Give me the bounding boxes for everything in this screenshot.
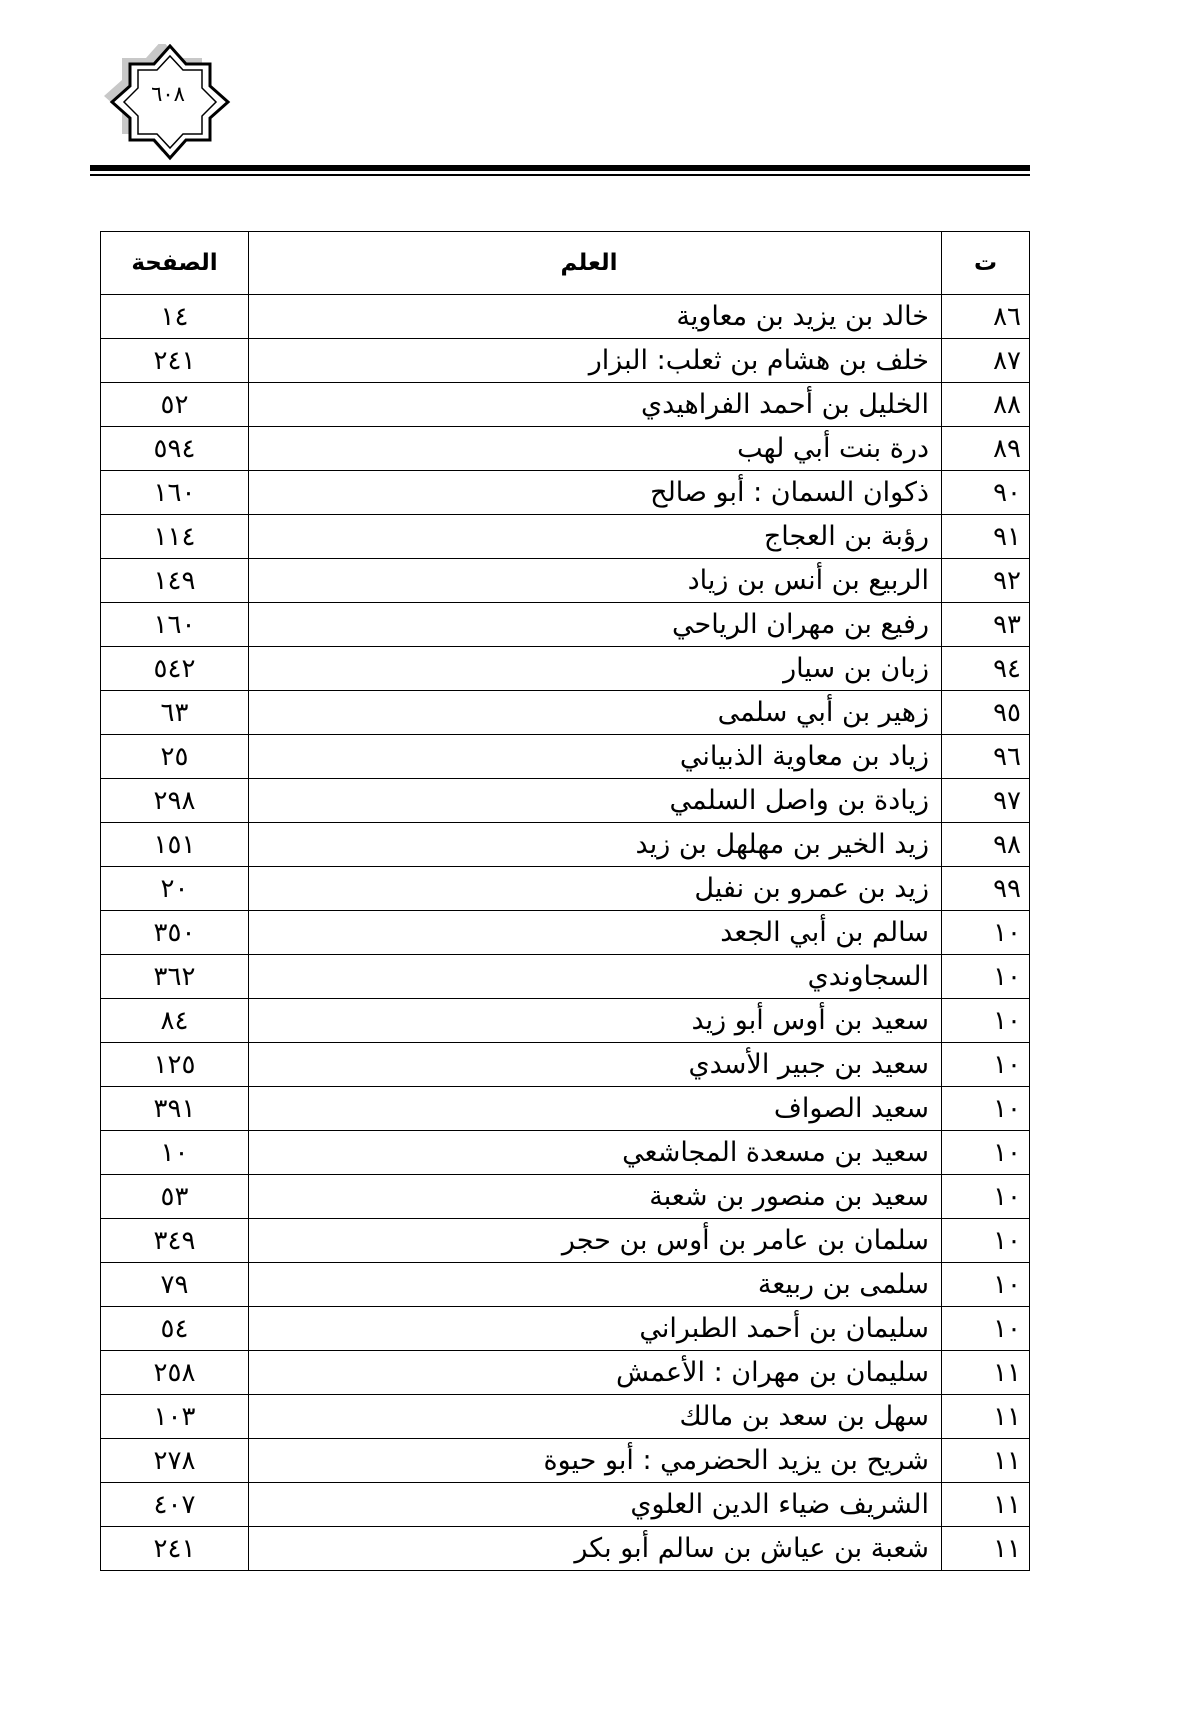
table-row [101,1307,1030,1351]
row-number: ١٠ [942,1263,1030,1307]
table-row [101,779,1030,823]
row-number: ١٠ [942,1131,1030,1175]
row-page: ٢٠ [101,867,249,911]
row-number: ٨٧ [942,339,1030,383]
row-number: ١٠ [942,911,1030,955]
row-name: درة بنت أبي لهب [249,427,942,471]
row-page: ١٤ [101,295,249,339]
table-row [101,427,1030,471]
row-name: السجاوندي [249,955,942,999]
names-index-table [100,231,1030,1571]
page-number: ٦٠٨ [151,82,185,106]
row-number: ١٠ [942,999,1030,1043]
row-name: شعبة بن عياش بن سالم أبو بكر [249,1527,942,1571]
row-name: زيد بن عمرو بن نفيل [249,867,942,911]
row-name: خلف بن هشام بن ثعلب: البزار [249,339,942,383]
row-page: ٣٤٩ [101,1219,249,1263]
row-name: الربيع بن أنس بن زياد [249,559,942,603]
page-number-badge [98,44,238,162]
table-row [101,955,1030,999]
row-page: ٢٤١ [101,339,249,383]
row-page: ٧٩ [101,1263,249,1307]
row-name: سعيد الصواف [249,1087,942,1131]
header-rule-thin [90,174,1030,176]
row-name: سعيد بن مسعدة المجاشعي [249,1131,942,1175]
row-number: ١٠ [942,1043,1030,1087]
row-number: ٩٢ [942,559,1030,603]
row-page: ١٤٩ [101,559,249,603]
row-number: ٩٠ [942,471,1030,515]
table-row [101,999,1030,1043]
row-name: سليمان بن أحمد الطبراني [249,1307,942,1351]
row-page: ٥٤ [101,1307,249,1351]
row-name: رفيع بن مهران الرياحي [249,603,942,647]
row-page: ٢٧٨ [101,1439,249,1483]
row-number: ١١ [942,1527,1030,1571]
table-row [101,911,1030,955]
row-name: الشريف ضياء الدين العلوي [249,1483,942,1527]
row-number: ٩٨ [942,823,1030,867]
row-page: ١٦٠ [101,603,249,647]
table-row [101,1527,1030,1571]
row-page: ٥٢ [101,383,249,427]
row-page: ٦٣ [101,691,249,735]
table-row [101,559,1030,603]
row-name: سهل بن سعد بن مالك [249,1395,942,1439]
row-name: سليمان بن مهران : الأعمش [249,1351,942,1395]
row-name: سعيد بن أوس أبو زيد [249,999,942,1043]
table-row [101,1395,1030,1439]
row-name: زيادة بن واصل السلمي [249,779,942,823]
row-page: ٥٣ [101,1175,249,1219]
row-page: ٣٥٠ [101,911,249,955]
row-number: ٩٣ [942,603,1030,647]
table-row [101,647,1030,691]
row-page: ١٢٥ [101,1043,249,1087]
row-number: ٩٤ [942,647,1030,691]
row-number: ١٠ [942,1219,1030,1263]
row-number: ٩١ [942,515,1030,559]
column-header-page: الصفحة [101,232,249,295]
row-page: ٣٩١ [101,1087,249,1131]
table-row [101,867,1030,911]
table-row [101,1483,1030,1527]
row-page: ١٠ [101,1131,249,1175]
table-row [101,1175,1030,1219]
row-name: سعيد بن منصور بن شعبة [249,1175,942,1219]
row-page: ٥٩٤ [101,427,249,471]
row-name: سلمان بن عامر بن أوس بن حجر [249,1219,942,1263]
row-name: ذكوان السمان : أبو صالح [249,471,942,515]
row-page: ٢٤١ [101,1527,249,1571]
row-number: ١١ [942,1439,1030,1483]
row-name: سعيد بن جبير الأسدي [249,1043,942,1087]
row-page: ٢٥٨ [101,1351,249,1395]
row-page: ٢٥ [101,735,249,779]
table-row [101,515,1030,559]
row-number: ٩٩ [942,867,1030,911]
row-page: ٣٦٢ [101,955,249,999]
row-number: ١٠ [942,1087,1030,1131]
table-row [101,1043,1030,1087]
row-number: ١٠ [942,1175,1030,1219]
row-page: ٢٩٨ [101,779,249,823]
row-name: زهير بن أبي سلمى [249,691,942,735]
row-name: رؤبة بن العجاج [249,515,942,559]
row-page: ١٦٠ [101,471,249,515]
row-number: ١٠ [942,955,1030,999]
table-row [101,471,1030,515]
row-number: ٩٥ [942,691,1030,735]
row-name: زياد بن معاوية الذبياني [249,735,942,779]
row-number: ٨٦ [942,295,1030,339]
row-number: ١١ [942,1351,1030,1395]
table-row [101,1263,1030,1307]
table-row [101,295,1030,339]
row-page: ١٠٣ [101,1395,249,1439]
row-name: شريح بن يزيد الحضرمي : أبو حيوة [249,1439,942,1483]
table-header-row [101,232,1030,295]
table-row [101,1131,1030,1175]
row-page: ٥٤٢ [101,647,249,691]
table-row [101,1439,1030,1483]
row-number: ٨٨ [942,383,1030,427]
row-number: ٨٩ [942,427,1030,471]
table-row [101,1351,1030,1395]
row-name: زيد الخير بن مهلهل بن زيد [249,823,942,867]
row-number: ٩٧ [942,779,1030,823]
row-number: ١٠ [942,1307,1030,1351]
row-name: سلمى بن ربيعة [249,1263,942,1307]
row-name: سالم بن أبي الجعد [249,911,942,955]
row-number: ٩٦ [942,735,1030,779]
table-row [101,1087,1030,1131]
column-header-name: العلم [249,232,942,295]
row-number: ١١ [942,1395,1030,1439]
table-row [101,383,1030,427]
row-page: ١١٤ [101,515,249,559]
table-row [101,823,1030,867]
row-page: ٨٤ [101,999,249,1043]
row-name: الخليل بن أحمد الفراهيدي [249,383,942,427]
table-row [101,691,1030,735]
row-page: ٤٠٧ [101,1483,249,1527]
table-row [101,339,1030,383]
row-name: زبان بن سيار [249,647,942,691]
row-number: ١١ [942,1483,1030,1527]
header-rule-thick [90,165,1030,171]
table-row [101,1219,1030,1263]
row-name: خالد بن يزيد بن معاوية [249,295,942,339]
table-row [101,735,1030,779]
table-row [101,603,1030,647]
row-page: ١٥١ [101,823,249,867]
column-header-number: ت [942,232,1030,295]
